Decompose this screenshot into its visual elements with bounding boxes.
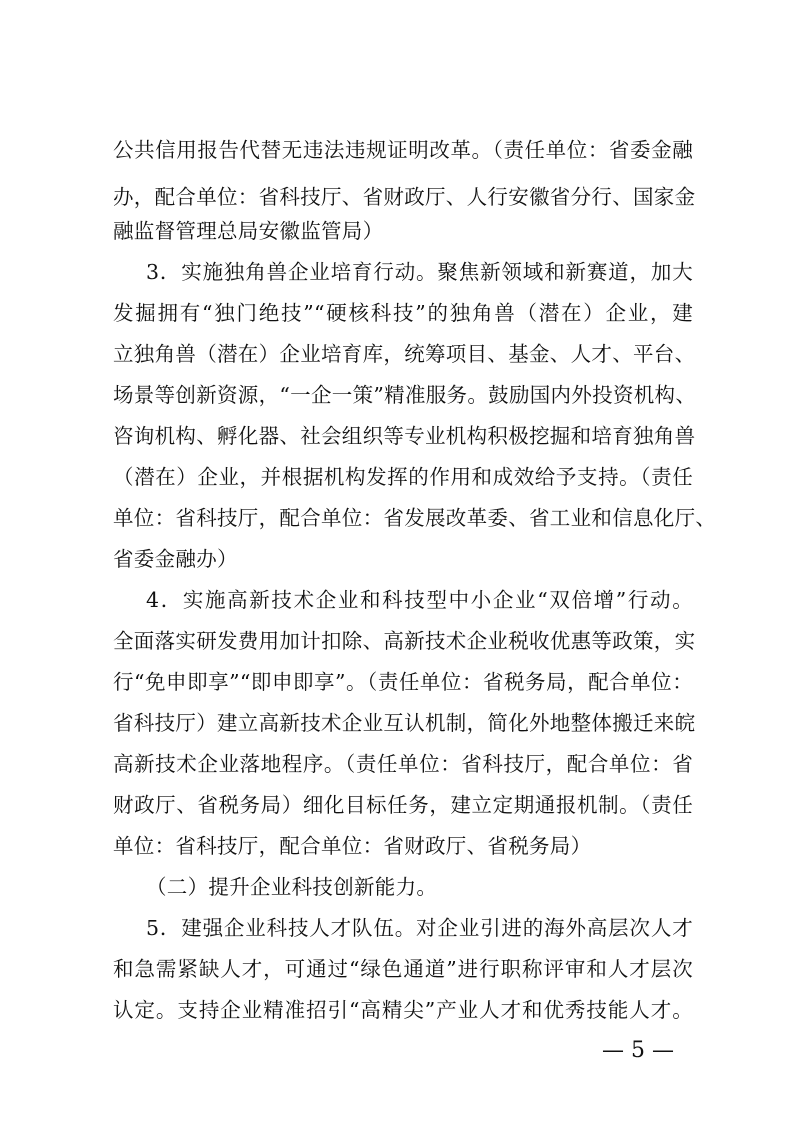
text-line-4: 3．实施独角兽企业培育行动。聚焦新领域和新赛道，加大 xyxy=(146,260,693,284)
text-line-21: 和急需紧缺人才，可通过“绿色通道”进行职称评审和人才层次 xyxy=(113,957,693,981)
text-line-14: 行“免申即享”“即申即享”。（责任单位：省税务局，配合单位： xyxy=(113,670,693,694)
text-line-2: 办，配合单位：省科技厅、省财政厅、人行安徽省分行、国家金 xyxy=(113,185,696,209)
text-line-13: 全面落实研发费用加计扣除、高新技术企业税收优惠等政策，实 xyxy=(113,629,696,653)
text-line-12: 4．实施高新技术企业和科技型中小企业“双倍增”行动。 xyxy=(146,588,693,612)
text-line-8: 咨询机构、孵化器、社会组织等专业机构积极挖掘和培育独角兽 xyxy=(113,424,696,448)
text-line-10: 单位：省科技厅，配合单位：省发展改革委、省工业和信息化厅、 xyxy=(113,506,717,530)
text-line-22: 认定。支持企业精准招引“高精尖”产业人才和优秀技能人才。 xyxy=(113,998,693,1022)
text-line-6: 立独角兽（潜在）企业培育库，统筹项目、基金、人才、平台、 xyxy=(113,342,696,366)
text-line-20: 5．建强企业科技人才队伍。对企业引进的海外高层次人才 xyxy=(146,916,693,940)
text-line-18: 单位：省科技厅，配合单位：省财政厅、省税务局） xyxy=(113,834,592,858)
text-line-9: （潜在）企业，并根据机构发挥的作用和成效给予支持。（责任 xyxy=(113,465,693,489)
text-line-5: 发掘拥有“独门绝技”“硬核科技”的独角兽（潜在）企业，建 xyxy=(113,301,693,325)
text-line-7: 场景等创新资源，“一企一策”精准服务。鼓励国内外投资机构、 xyxy=(113,383,697,407)
page-number: — 5 — xyxy=(602,1038,674,1063)
text-line-1: 公共信用报告代替无违法违规证明改革。（责任单位：省委金融 xyxy=(113,138,693,162)
text-line-16: 高新技术企业落地程序。（责任单位：省科技厅，配合单位：省 xyxy=(113,752,693,776)
text-line-17: 财政厅、省税务局）细化目标任务，建立定期通报机制。（责任 xyxy=(113,793,693,817)
section-heading: （二）提升企业科技创新能力。 xyxy=(146,875,438,899)
text-line-15: 省科技厅）建立高新技术企业互认机制，简化外地整体搬迁来皖 xyxy=(113,711,696,735)
text-line-11: 省委金融办） xyxy=(113,547,238,571)
text-line-3: 融监督管理总局安徽监管局） xyxy=(113,219,384,243)
